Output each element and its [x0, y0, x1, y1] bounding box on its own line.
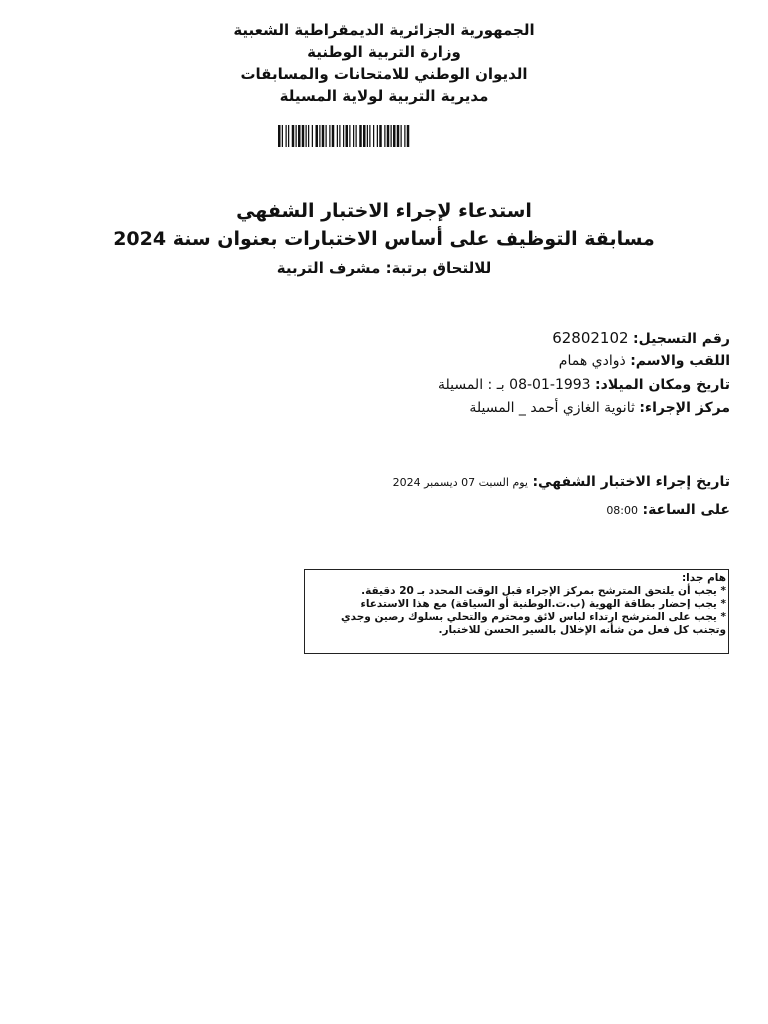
barcode-bar [329, 125, 330, 147]
competition-title: مسابقة التوظيف على أساس الاختبارات بعنوان سنة 2024 [113, 228, 655, 250]
rank-title: للالتحاق برتبة: مشرف التربية [276, 259, 492, 277]
barcode-bar [367, 125, 368, 147]
exam-time-value: 08:00 [606, 504, 639, 517]
barcode-bar [302, 125, 305, 147]
name-label: اللقب والاسم: [630, 353, 730, 369]
exam-date-value: يوم السبت 07 ديسمبر 2024 [392, 476, 528, 489]
exam-date-row [393, 472, 730, 493]
barcode-bar [316, 125, 319, 147]
barcode-bar [349, 125, 350, 147]
barcode-bar [292, 125, 295, 147]
barcode-bar [296, 125, 297, 147]
barcode-bar [401, 125, 402, 147]
barcode-bar [339, 125, 340, 147]
header-republic: الجمهورية الجزائرية الديمقراطية الشعبية [233, 21, 535, 39]
barcode-bar [391, 125, 392, 147]
barcode-bar [322, 125, 325, 147]
barcode-bar [319, 125, 320, 147]
barcode [278, 125, 474, 147]
header-office: الديوان الوطني للامتحانات والمسابقات [240, 65, 528, 83]
notice-title: هام جدا: [681, 572, 726, 584]
barcode-bar [369, 125, 370, 147]
barcode-bar [379, 125, 382, 147]
barcode-bar [384, 125, 385, 147]
exam-date-label: تاريخ إجراء الاختبار الشفهي: [532, 474, 730, 490]
header-directorate: مديرية التربية لولاية المسيلة [279, 87, 489, 105]
center-label: مركز الإجراء: [639, 400, 730, 416]
barcode-bar [282, 125, 283, 147]
birth-value: 1993-01-08 بـ : المسيلة [437, 377, 591, 393]
barcode-bar [353, 125, 354, 147]
notice-line-id: * يجب إحضار بطاقة الهوية (ب.ت.الوطنية أو السياقة) مع هذا الاستدعاء [360, 598, 726, 610]
barcode-bar [312, 125, 313, 147]
barcode-bar [298, 125, 301, 147]
header-ministry: وزارة التربية الوطنية [307, 43, 461, 61]
registration-value: 62802102 [552, 329, 629, 347]
registration-row [552, 328, 730, 349]
name-row [559, 351, 730, 371]
barcode-bar [377, 125, 378, 147]
barcode-bar [326, 125, 327, 147]
notice-line-arrival: * يجب أن يلتحق المترشح بمركز الإجراء قبل الوقت المحدد بـ 20 دقيقة. [361, 585, 726, 597]
barcode-bar [373, 125, 374, 147]
name-value: ذوادي همام [558, 353, 626, 369]
barcode-bar [332, 125, 335, 147]
barcode-bar [407, 125, 410, 147]
barcode-bar [346, 125, 349, 147]
barcode-bar [393, 125, 396, 147]
barcode-bar [337, 125, 338, 147]
center-value: ثانوية الغازي أحمد _ المسيلة [469, 400, 635, 416]
barcode-bar [404, 125, 405, 147]
center-row [469, 398, 730, 418]
barcode-bar [308, 125, 309, 147]
barcode-bar [359, 125, 362, 147]
document-title: استدعاء لإجراء الاختبار الشفهي [236, 200, 532, 222]
barcode-bar [288, 125, 289, 147]
exam-time-row [606, 500, 730, 521]
notice-line-conduct: وتجنب كل فعل من شأنه الإخلال بالسير الحسن للاختبار. [438, 624, 726, 636]
barcode-bar [286, 125, 287, 147]
barcode-bar [306, 125, 307, 147]
barcode-bar [278, 125, 281, 147]
birth-label: تاريخ ومكان الميلاد: [595, 377, 730, 393]
barcode-bar [343, 125, 344, 147]
birth-row [438, 375, 730, 395]
important-notice-box [304, 569, 729, 654]
exam-time-label: على الساعة: [642, 502, 730, 518]
notice-line-dress: * يجب على المترشح ارتداء لباس لائق ومحترم والتحلي بسلوك رصين وجدي [341, 611, 726, 623]
barcode-bar [397, 125, 400, 147]
barcode-bar [387, 125, 390, 147]
barcode-bar [356, 125, 357, 147]
registration-label: رقم التسجيل: [633, 331, 730, 347]
barcode-bar [363, 125, 366, 147]
